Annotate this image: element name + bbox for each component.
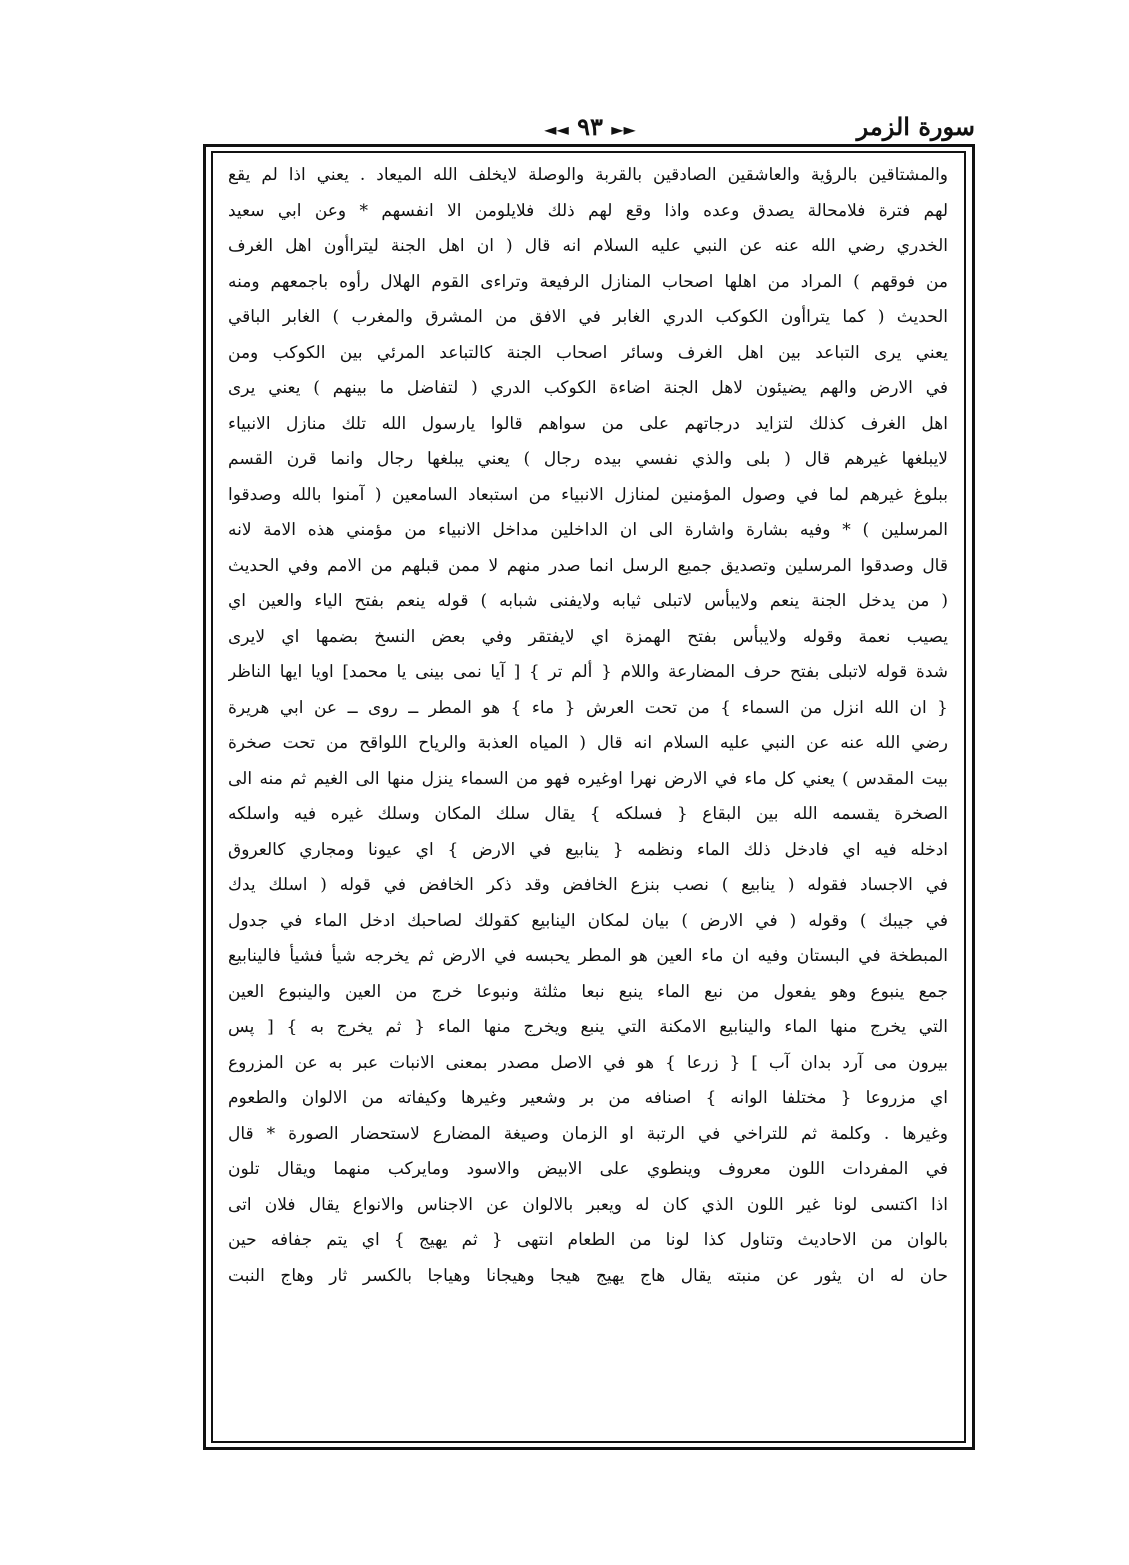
text-line: والمشتاقين بالرؤية والعاشقين الصادقين بالقربة والوصلة لايخلف الله الميعاد . يعني اذا لم يقع [228, 165, 948, 185]
text-line: بيرون مى آرد بدان آب ] { زرعا } هو في الاصل مصدر بمعنى الانبات عبر به عن المزروع [228, 1052, 948, 1073]
text-line: لهم فترة فلامحالة يصدق وعده واذا وقع لهم ذلك فلايلومن الا انفسهم * وعن ابي سعيد [228, 200, 948, 221]
text-line: الحديث ( كما يتراأون الكوكب الدري الغابر في الافق من المشرق والمغرب ) الغابر الباقي [228, 307, 948, 327]
text-line: رضي الله عنه عن النبي عليه السلام انه قال ( المياه العذبة والرياح اللواقح من تحت صخرة [228, 733, 948, 753]
text-line: في الارض والهم يضيئون لاهل الجنة اضاءة الكوكب الدري ( لتفاضل ما بينهم ) يعني يرى [228, 378, 948, 398]
text-line: المبطخة في البستان وفيه ان ماء العين هو المطر يحبسه في الارض ثم يخرجه شيأ فشيأ فالينابيع [228, 946, 948, 966]
text-line: في جيبك ) وقوله ( في الارض ) بيان لمكان الينابيع كقولك لصاحبك ادخل الماء في جدول [228, 910, 948, 931]
surah-title: سورة الزمر [856, 112, 975, 141]
text-line: ببلوغ غيرهم لما في وصول المؤمنين لمنازل الانبياء من استبعاد السامعين ( آمنوا بالله وصدقوا [228, 484, 948, 505]
text-line: بالوان من الاحاديث وتناول كذا لونا من الطعام انتهى { ثم يهيج } اي يتم جفافه حين [228, 1230, 948, 1250]
page-header [205, 112, 975, 146]
text-line: قال وصدقوا المرسلين وتصديق جميع الرسل انما صدر منهم لا ممن قبلهم من الامم وفي الحديث [228, 555, 948, 576]
text-line: { ان الله انزل من السماء } من تحت العرش { ماء } هو المطر ــ روى ــ عن ابي هريرة [228, 697, 948, 718]
text-line: في المفردات اللون معروف وينطوي على الابيض والاسود ومايركب منهما ويقال تلون [228, 1159, 948, 1179]
text-line: ادخله فيه اي فادخل ذلك الماء ونظمه { ينابيع في الارض } اي عيونا ومجاري كالعروق [228, 839, 948, 860]
page-number: ٩٣ [577, 112, 603, 141]
ornament-right: ►► [611, 120, 636, 139]
text-line: المرسلين ) * وفيه بشارة واشارة الى ان الداخلين مداخل الانبياء من مؤمني هذه الامة لانه [228, 520, 948, 540]
text-line: اهل الغرف كذلك لتزايد درجاتهم على من سواهم قالوا يارسول الله تلك منازل الانبياء [228, 413, 948, 434]
text-line: شدة قوله لاتبلى بفتح حرف المضارعة واللام { ألم تر } [ آيا نمى بينى يا محمد] اويا ايها الناظر [228, 662, 948, 682]
text-line: جمع ينبوع وهو يفعول من نبع الماء ينبع نبعا مثلثة ونبوعا خرج من العين والينبوع العين [228, 981, 948, 1002]
text-line: الصخرة يقسمه الله بين البقاع { فسلكه } يقال سلك المكان وسلك غيره فيه واسلكه [228, 804, 948, 824]
text-line: ( من يدخل الجنة ينعم ولايبأس لاتبلى ثيابه ولايفنى شبابه ) قوله ينعم بفتح الياء والعين اي [228, 591, 948, 611]
text-line: اي مزروعا { مختلفا الوانه } اصنافه من بر وشعير وغيرها وكيفاته من الالوان والطعوم [228, 1088, 948, 1108]
text-line: يصيب نعمة وقوله ولايبأس بفتح الهمزة اي لايفتقر وفي بعض النسخ بضمها اي لايرى [228, 626, 948, 647]
text-line: لايبلغها غيرهم قال ( بلى والذي نفسي بيده رجال ) يعني يبلغها رجال وانما قرن القسم [228, 449, 948, 469]
text-line: من فوقهم ) المراد من اهلها اصحاب المنازل الرفيعة وتراءى القوم الهلال رأوه باجمعهم ومنه [228, 271, 948, 292]
text-line: وغيرها . وكلمة ثم للتراخي في الرتبة او الزمان وصيغة المضارع لاستحضار الصورة * قال [228, 1123, 948, 1144]
text-line: بيت المقدس ) يعني كل ماء في الارض نهرا اوغيره فهو من السماء ينزل منها الى الغيم ثم منه الى [228, 768, 948, 789]
text-line: في الاجساد فقوله ( ينابيع ) نصب بنزع الخافض وقد ذكر الخافض في قوله ( اسلك يدك [228, 875, 948, 895]
text-line: الخدري رضي الله عنه عن النبي عليه السلام انه قال ( ان اهل الجنة ليتراأون اهل الغرف [228, 236, 948, 256]
text-line: يعني يرى التباعد بين اهل الغرف وسائر اصحاب الجنة كالتباعد المرئي بين الكوكب ومن [228, 342, 948, 363]
body-text [228, 158, 948, 1438]
ornament-left: ◄◄ [544, 120, 569, 139]
text-line: اذا اكتسى لونا غير اللون الذي كان له ويعبر بالالوان عن الاجناس والانواع يقال فلان اتى [228, 1194, 948, 1215]
page-number-row [205, 112, 975, 141]
text-line: التي يخرج منها الماء والينابيع الامكنة التي ينبع ويخرج منها الماء { ثم يخرج به } [ پس [228, 1017, 948, 1037]
text-line: حان له ان يثور عن منبته يقال هاج يهيج هيجا وهيجانا وهياجا بالكسر ثار وهاج النبت [228, 1265, 948, 1286]
